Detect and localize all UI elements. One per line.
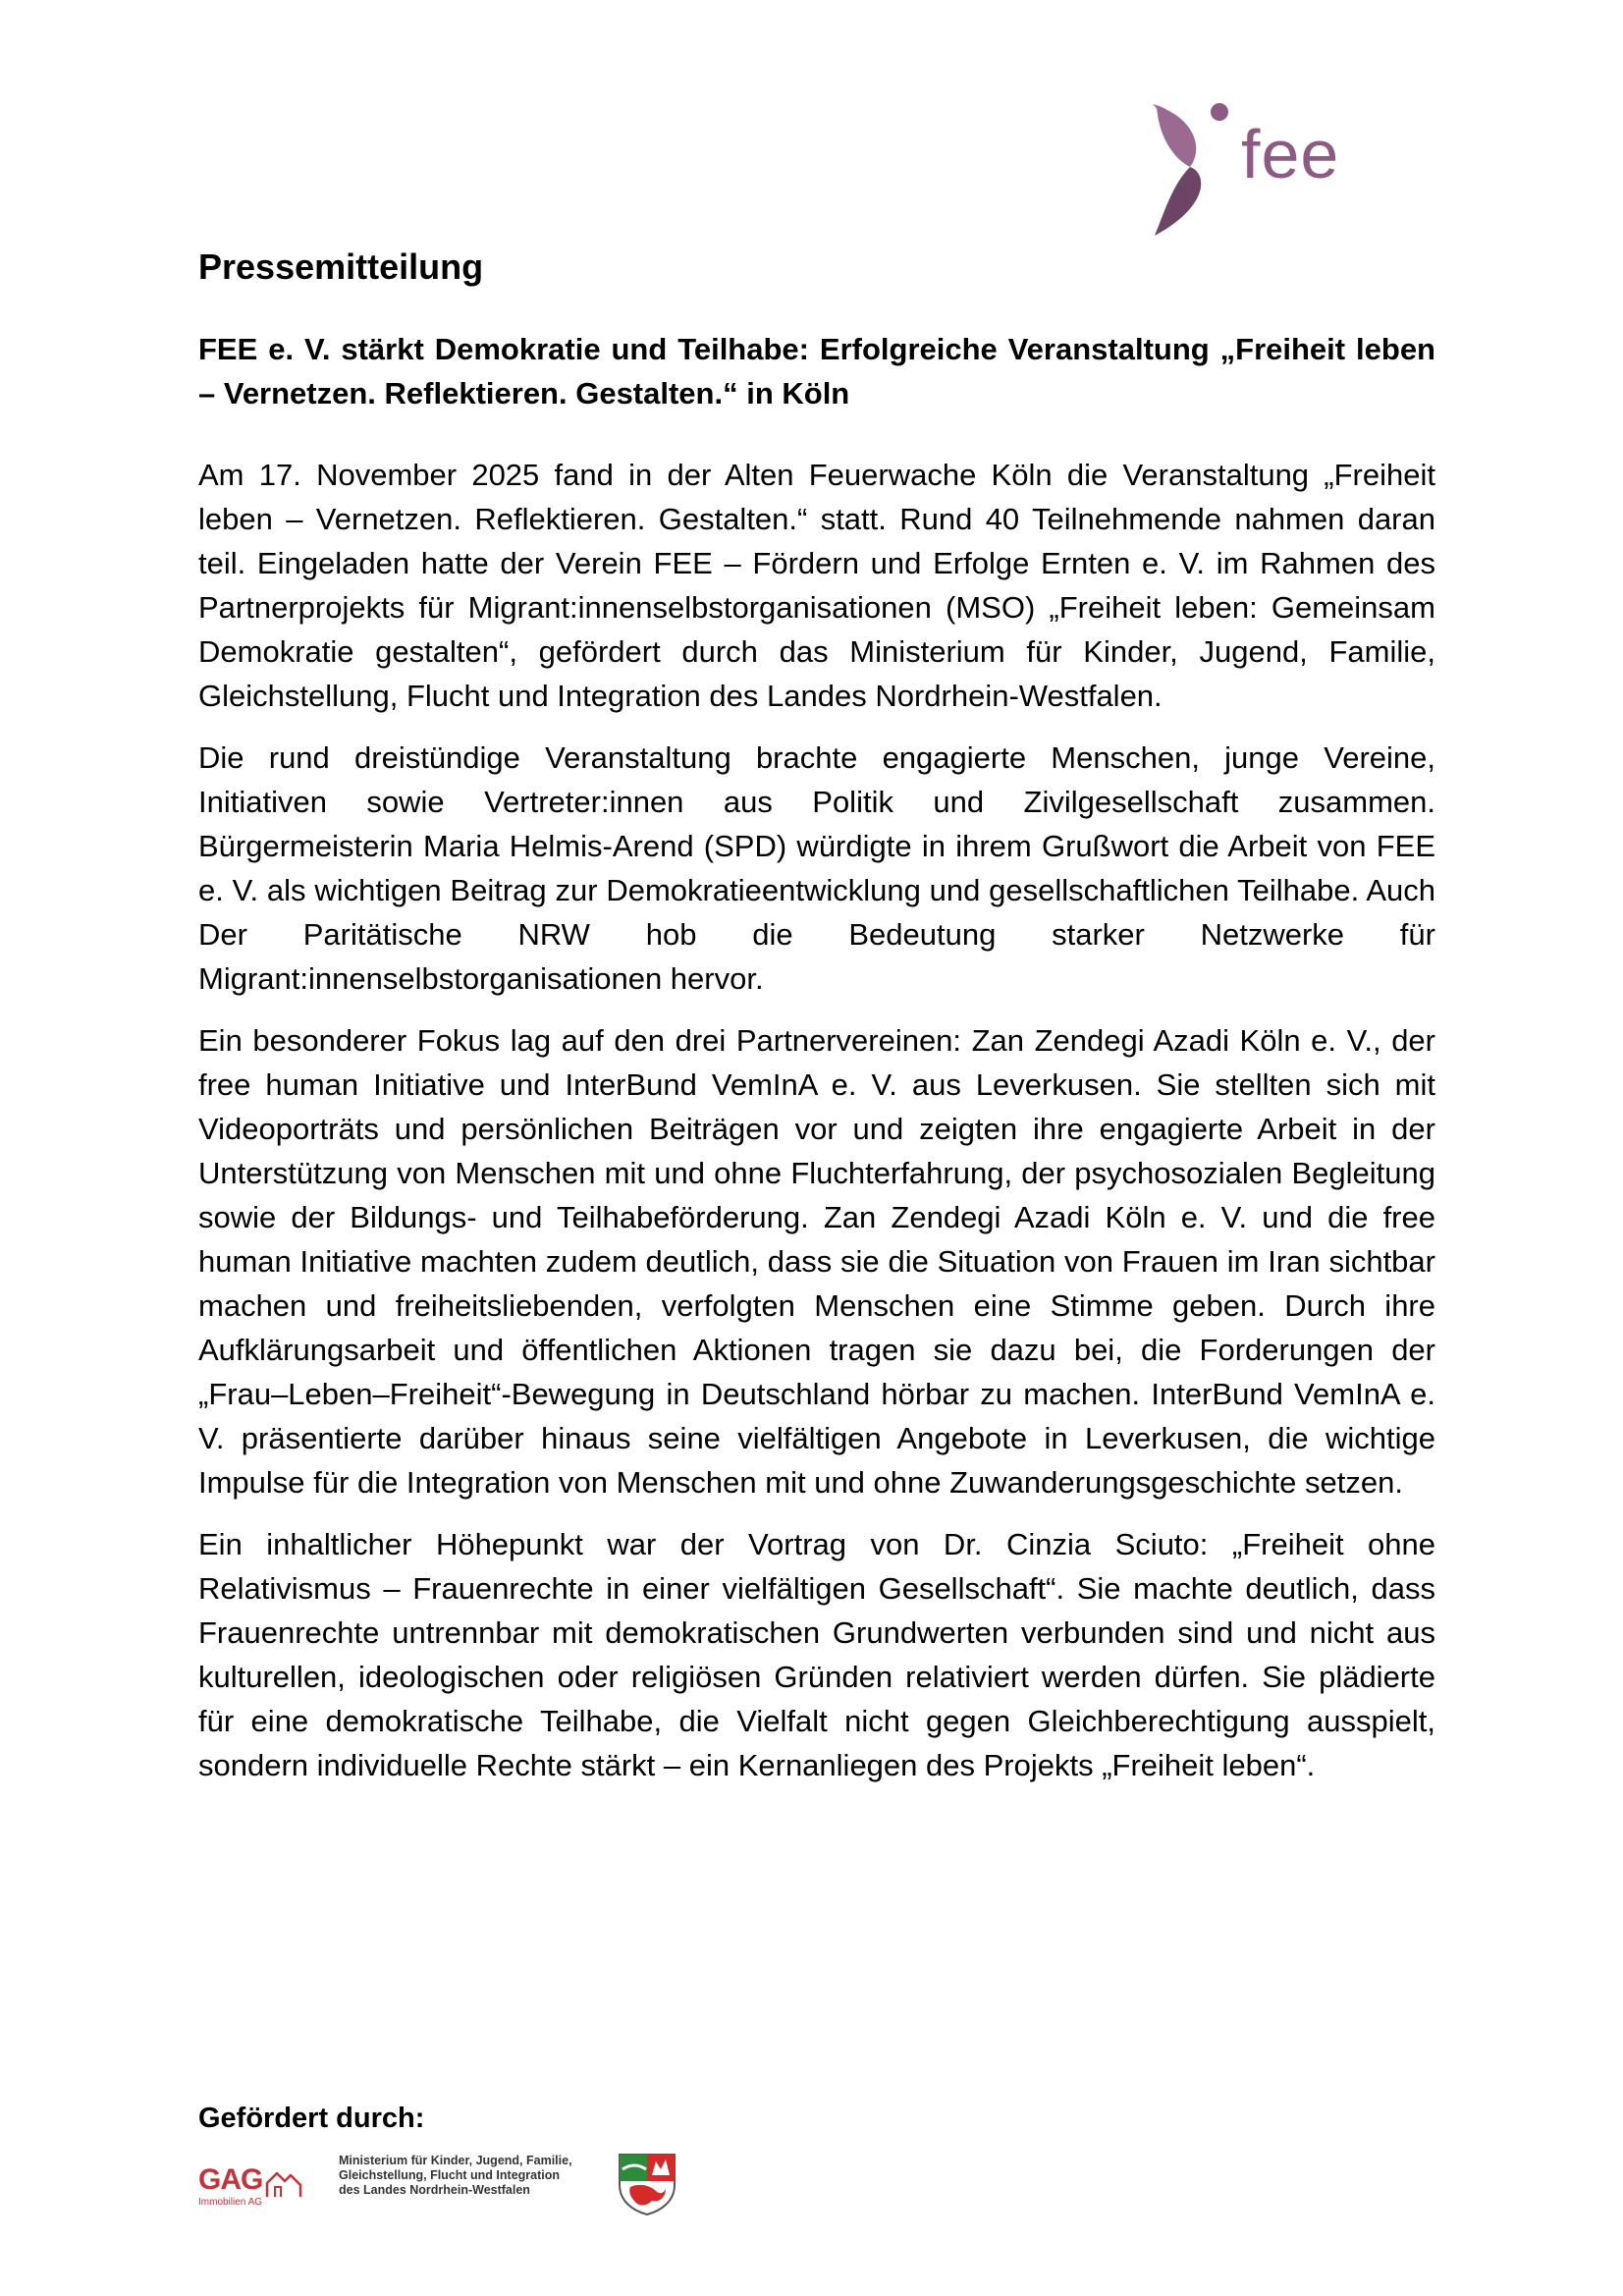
document-type-heading: Pressemitteilung xyxy=(198,246,484,287)
funding-footer xyxy=(198,2102,787,2222)
gag-logo xyxy=(198,2162,306,2213)
ministry-line: des Landes Nordrhein-Westfalen xyxy=(339,2182,530,2197)
logo-wordmark: fee xyxy=(1241,116,1340,192)
press-release-headline: FEE e. V. stärkt Demokratie und Teilhabe: Erfolgreiche Veranstaltung „Freiheit leben – Vernetzen. Reflektieren. Gestalten.“ in Köln xyxy=(198,332,1435,411)
press-release xyxy=(198,246,1435,1787)
body-paragraph: Am 17. November 2025 fand in der Alten Feuerwache Köln die Veranstaltung „Freiheit leben – Vernetzen. Reflektieren. Gestalten.“ statt. Rund 40 Teilnehmende nahmen daran teil. Eingeladen hatte der Verein FEE – Fördern und Erfolge Ernten e. V. im Rahmen des Partnerprojekts für Migrant:innenselbstorganisationen (MSO) „Freiheit leben: Gemeinsam Demokratie gestalten“, gefördert durch das Ministerium für Kinder, Jugend, Familie, Gleichstellung, Flucht und Integration des Landes Nordrhein-Westfalen. xyxy=(198,458,1435,714)
gag-wordmark: GAG xyxy=(198,2162,263,2196)
ministry-line: Gleichstellung, Flucht und Integration xyxy=(339,2167,560,2182)
house-outline-icon xyxy=(265,2169,302,2199)
body-paragraph: Ein inhaltlicher Höhepunkt war der Vortrag von Dr. Cinzia Sciuto: „Freiheit ohne Relativismus – Frauenrechte in einer vielfältigen Gesellschaft“. Sie machte deutlich, dass Frauenrechte untrennbar mit demokratischen Grundwerten verbunden sind und nicht aus kulturellen, ideologischen oder religiösen Gründen relativiert werden dürfen. Sie plädierte für eine demokratische Teilhabe, die Vielfalt nicht gegen Gleichberechtigung ausspielt, sondern individuelle Rechte stärkt – ein Kernanliegen des Projekts „Freiheit leben“. xyxy=(198,1527,1435,1783)
butterfly-leaf-icon xyxy=(1151,102,1239,240)
funded-by-label: Gefördert durch: xyxy=(198,2103,425,2134)
nrw-coat-of-arms-icon xyxy=(617,2152,677,2216)
gag-subtitle: Immobilien AG xyxy=(198,2196,263,2208)
body-paragraph: Ein besonderer Fokus lag auf den drei Partnervereinen: Zan Zendegi Azadi Köln e. V., der free human Initiative und InterBund VemInA e. V. aus Leverkusen. Sie stellten sich mit Videoporträts und persönlichen Beiträgen vor und zeigten ihre engagierte Arbeit in der Unterstützung von Menschen mit und ohne Fluchterfahrung, der psychosozialen Begleitung sowie der Bildungs- und Teilhabeförderung. Zan Zendegi Azadi Köln e. V. und die free human Initiative machten zudem deutlich, dass sie die Situation von Frauen im Iran sichtbar machen und freiheitsliebenden, verfolgten Menschen eine Stimme geben. Durch ihre Aufklärungsarbeit und öffentlichen Aktionen tragen sie dazu bei, die Forderungen der „Frau–Leben–Freiheit“-Bewegung in Deutschland hörbar zu machen. InterBund VemInA e. V. präsentierte darüber hinaus seine vielfältigen Angebote in Leverkusen, die wichtige Impulse für die Integration von Menschen mit und ohne Zuwanderungsgeschichte setzen. xyxy=(198,1023,1435,1501)
sponsor-logos xyxy=(198,2144,787,2222)
ministry-name xyxy=(339,2154,614,2198)
ministry-line: Ministerium für Kinder, Jugend, Familie, xyxy=(339,2153,572,2167)
body-paragraph: Die rund dreistündige Veranstaltung brachte engagierte Menschen, junge Vereine, Initiativen sowie Vertreter:innen aus Politik und Zivilgesellschaft zusammen. Bürgermeisterin Maria Helmis-Arend (SPD) würdigte in ihrem Grußwort die Arbeit von FEE e. V. als wichtigen Beitrag zur Demokratieentwicklung und gesellschaftlichen Teilhabe. Auch Der Paritätische NRW hob die Bedeutung starker Netzwerke für Migrant:innenselbstorganisationen hervor. xyxy=(198,740,1435,997)
fee-logo xyxy=(1151,102,1367,240)
